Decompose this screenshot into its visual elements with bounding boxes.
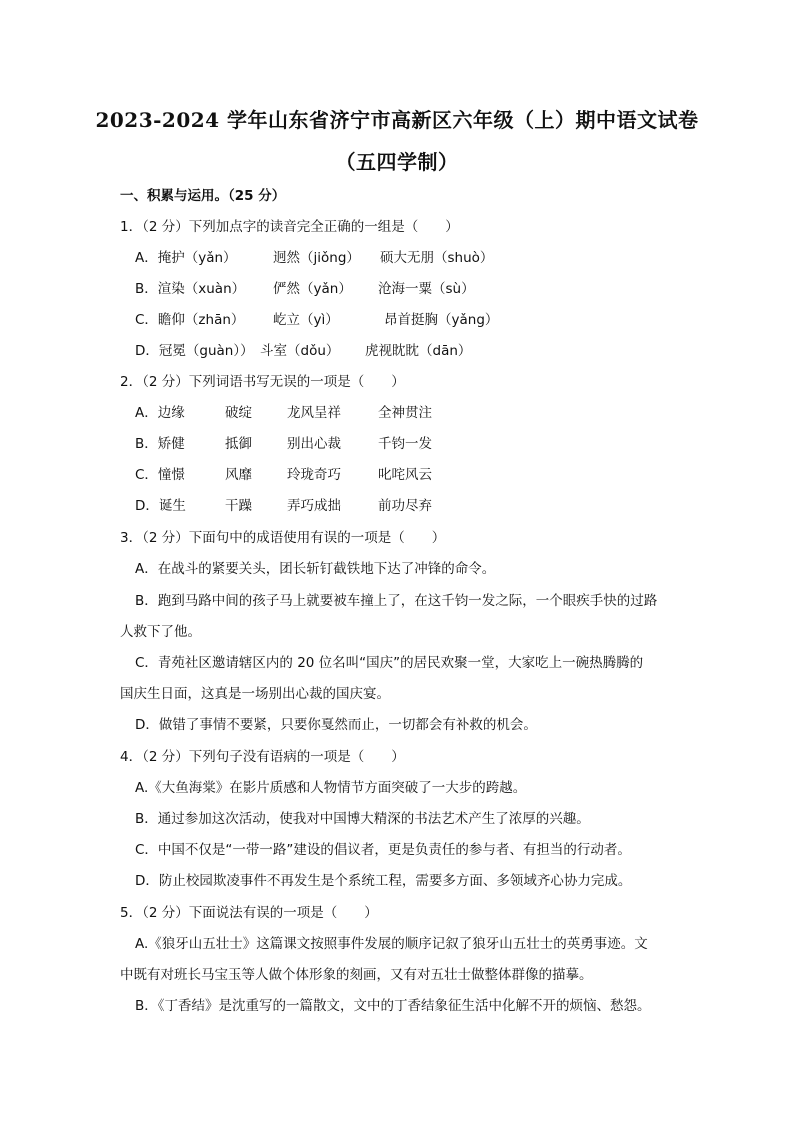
q5-option-a-line2: 中既有对班长马宝玉等人做个体形象的刻画，又有对五壮士做整体群像的描摹。 xyxy=(120,967,593,983)
q1-option-c-2: 屹立（yì） xyxy=(273,312,339,328)
q2-option-a-4: 全神贯注 xyxy=(378,405,432,421)
q1-option-b-3: 沧海一粟（sù） xyxy=(378,281,475,297)
q4-option-b: B．通过参加这次活动，使我对中国博大精深的书法艺术产生了浓厚的兴趣。 xyxy=(135,811,590,827)
q2-option-d-1: D．诞生 xyxy=(135,498,186,514)
q3-option-a: A．在战斗的紧要关头，团长斩钉截铁地下达了冲锋的命令。 xyxy=(135,561,496,577)
q4-option-c: C．中国不仅是“一带一路”建设的倡议者，更是负责任的参与者、有担当的行动者。 xyxy=(135,842,631,858)
q2-option-c-2: 风靡 xyxy=(225,467,252,483)
question-3-stem: 3．（2 分）下面句中的成语使用有误的一项是（ ） xyxy=(120,530,446,546)
q4-option-d: D．防止校园欺凌事件不再发生是个系统工程，需要多方面、多领域齐心协力完成。 xyxy=(135,873,632,889)
q3-option-c-line2: 国庆生日面，这真是一场别出心裁的国庆宴。 xyxy=(120,686,390,702)
question-5-stem: 5．（2 分）下面说法有误的一项是（ ） xyxy=(120,905,378,921)
q3-option-b-line1: B．跑到马路中间的孩子马上就要被车撞上了，在这千钧一发之际，一个眼疾手快的过路 xyxy=(135,593,658,609)
q2-option-b-4: 千钧一发 xyxy=(378,436,432,452)
q1-option-c-3: 昂首挺胸（yǎng） xyxy=(384,312,499,328)
q1-option-b-1: B．渲染（xuàn） xyxy=(135,281,246,297)
exam-title: 2023-2024 学年山东省济宁市高新区六年级（上）期中语文试卷 xyxy=(95,108,699,132)
question-2-stem: 2．（2 分）下列词语书写无误的一项是（ ） xyxy=(120,374,405,390)
q2-option-a-3: 龙风呈祥 xyxy=(287,405,341,421)
q2-option-a-2: 破绽 xyxy=(225,405,252,421)
q2-option-b-3: 别出心裁 xyxy=(287,436,341,452)
q1-option-d-1: D．冠冕（guàn）） xyxy=(135,343,254,359)
q2-option-c-1: C．憧憬 xyxy=(135,467,185,483)
q1-option-a-3: 硕大无朋（shuò） xyxy=(380,250,494,266)
q2-option-b-2: 抵御 xyxy=(225,436,252,452)
q2-option-c-3: 玲珑奇巧 xyxy=(287,467,341,483)
q2-option-d-2: 干躁 xyxy=(225,498,252,514)
exam-subtitle: （五四学制） xyxy=(335,150,459,174)
q3-option-d: D．做错了事情不要紧，只要你戛然而止，一切都会有补救的机会。 xyxy=(135,717,537,733)
question-4-stem: 4．（2 分）下列句子没有语病的一项是（ ） xyxy=(120,749,405,765)
q3-option-b-line2: 人救下了他。 xyxy=(120,624,201,640)
q3-option-c-line1: C．青苑社区邀请辖区内的 20 位名叫“国庆”的居民欢聚一堂，大家吃上一碗热腾腾的 xyxy=(135,655,644,671)
q2-option-a-1: A．边缘 xyxy=(135,405,185,421)
question-1-stem: 1．（2 分）下列加点字的读音完全正确的一组是（ ） xyxy=(120,219,459,235)
q2-option-d-4: 前功尽弃 xyxy=(378,498,432,514)
q4-option-a: A.《大鱼海棠》在影片质感和人物情节方面突破了一大步的跨越。 xyxy=(135,780,527,796)
q1-option-a-2: 迥然（jiǒng） xyxy=(273,250,360,266)
q2-option-b-1: B．矫健 xyxy=(135,436,185,452)
q1-option-c-1: C．瞻仰（zhān） xyxy=(135,312,245,328)
q5-option-b: B．《丁香结》是沈重写的一篇散文，文中的丁香结象征生活中化解不开的烦恼、愁怨。 xyxy=(135,998,651,1014)
q1-option-d-2: 斗室（dǒu） xyxy=(260,343,340,359)
q2-option-d-3: 弄巧成拙 xyxy=(287,498,341,514)
q5-option-a-line1: A.《狼牙山五壮士》这篇课文按照事件发展的顺序记叙了狼牙山五壮士的英勇事迹。文 xyxy=(135,936,648,952)
q1-option-d-3: 虎视眈眈（dān） xyxy=(365,343,472,359)
q1-option-a-1: A．掩护（yǎn） xyxy=(135,250,237,266)
q2-option-c-4: 叱咤风云 xyxy=(378,467,432,483)
section-heading: 一、积累与运用。（25 分） xyxy=(120,188,286,204)
q1-option-b-2: 俨然（yǎn） xyxy=(273,281,352,297)
